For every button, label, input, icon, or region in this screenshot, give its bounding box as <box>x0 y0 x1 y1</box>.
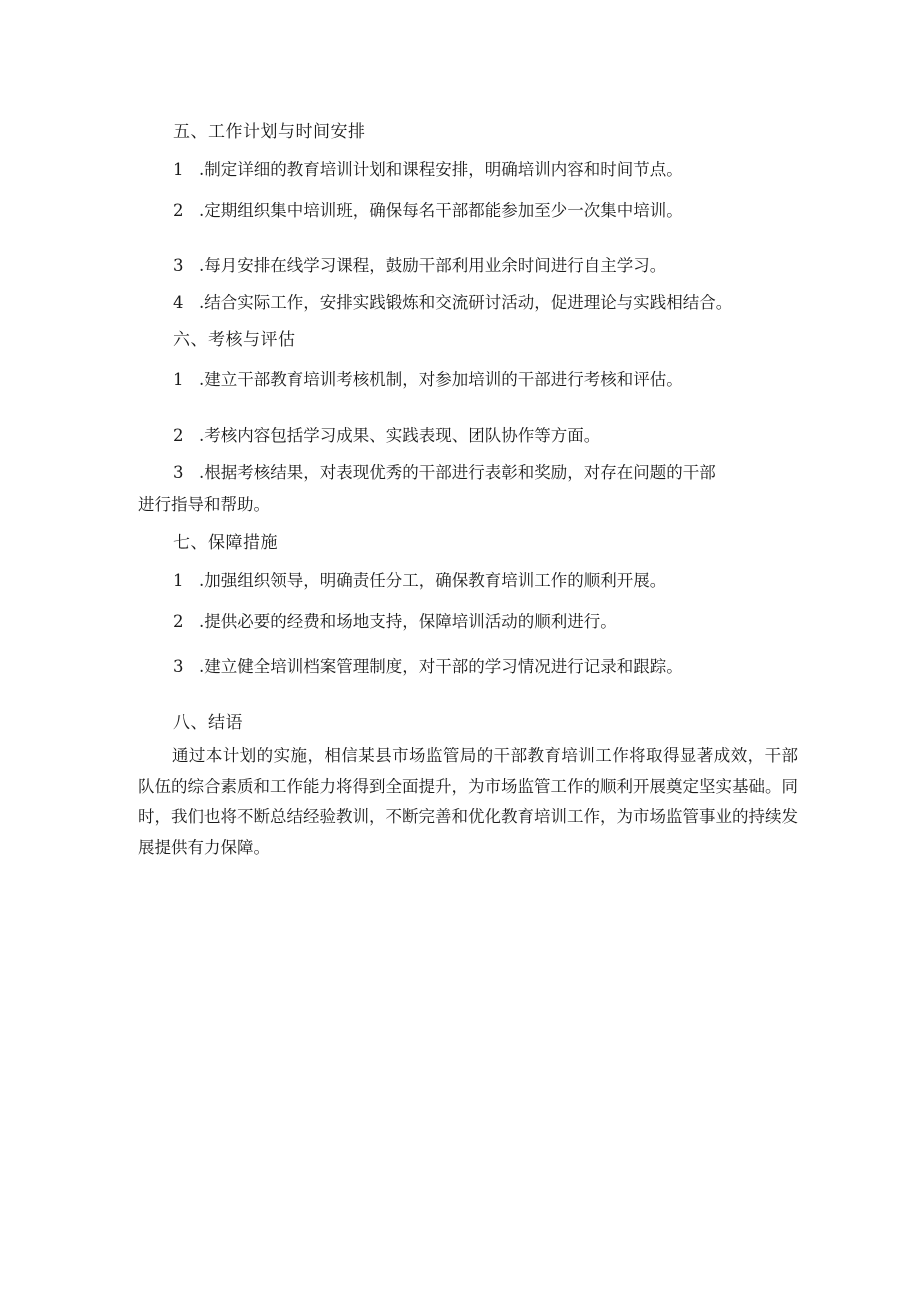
list-item <box>173 292 732 314</box>
item-number: 2 <box>173 612 184 631</box>
item-number: 3 <box>173 463 184 482</box>
list-item <box>173 656 683 678</box>
item-text: .根据考核结果，对表现优秀的干部进行表彰和奖励，对存在问题的干部 <box>199 463 716 482</box>
item-number: 1 <box>173 370 184 389</box>
list-item <box>173 255 666 277</box>
item-text: .提供必要的经费和场地支持，保障培训活动的顺利进行。 <box>199 612 617 631</box>
item-text: .加强组织领导，明确责任分工，确保教育培训工作的顺利开展。 <box>199 571 667 590</box>
list-item <box>173 425 600 447</box>
section-heading: 五、工作计划与时间安排 <box>173 122 366 142</box>
item-text: .每月安排在线学习课程，鼓励干部利用业余时间进行自主学习。 <box>199 256 667 275</box>
item-number: 3 <box>173 657 184 676</box>
item-number: 2 <box>173 201 184 220</box>
item-text: .建立健全培训档案管理制度，对干部的学习情况进行记录和跟踪。 <box>199 657 683 676</box>
item-number: 2 <box>173 426 184 445</box>
item-number: 1 <box>173 571 184 590</box>
conclusion-paragraph: 通过本计划的实施，相信某县市场监管局的干部教育培训工作将取得显著成效，干部队伍的综合素质和工作能力将得到全面提升，为市场监管工作的顺利开展奠定坚实基础。同时，我们也将不断总结经验教训，不断完善和优化教育培训工作，为市场监管事业的持续发展提供有力保障。 <box>138 746 798 857</box>
item-number: 4 <box>173 293 184 312</box>
section-heading: 八、结语 <box>173 713 243 733</box>
item-continuation: 进行指导和帮助。 <box>138 495 270 514</box>
item-text: .结合实际工作，安排实践锻炼和交流研讨活动，促进理论与实践相结合。 <box>199 293 733 312</box>
item-text: .建立干部教育培训考核机制，对参加培训的干部进行考核和评估。 <box>199 370 683 389</box>
item-text: .定期组织集中培训班，确保每名干部都能参加至少一次集中培训。 <box>199 201 683 220</box>
list-item <box>173 369 683 391</box>
item-text: .考核内容包括学习成果、实践表现、团队协作等方面。 <box>199 426 601 445</box>
list-item <box>173 570 666 592</box>
section-heading: 七、保障措施 <box>173 533 278 553</box>
item-number: 3 <box>173 256 184 275</box>
list-item <box>173 159 683 181</box>
list-item <box>173 462 716 484</box>
list-item <box>173 611 617 633</box>
section-heading: 六、考核与评估 <box>173 330 296 350</box>
item-number: 1 <box>173 160 184 179</box>
item-text: .制定详细的教育培训计划和课程安排，明确培训内容和时间节点。 <box>199 160 683 179</box>
list-item <box>173 200 683 222</box>
